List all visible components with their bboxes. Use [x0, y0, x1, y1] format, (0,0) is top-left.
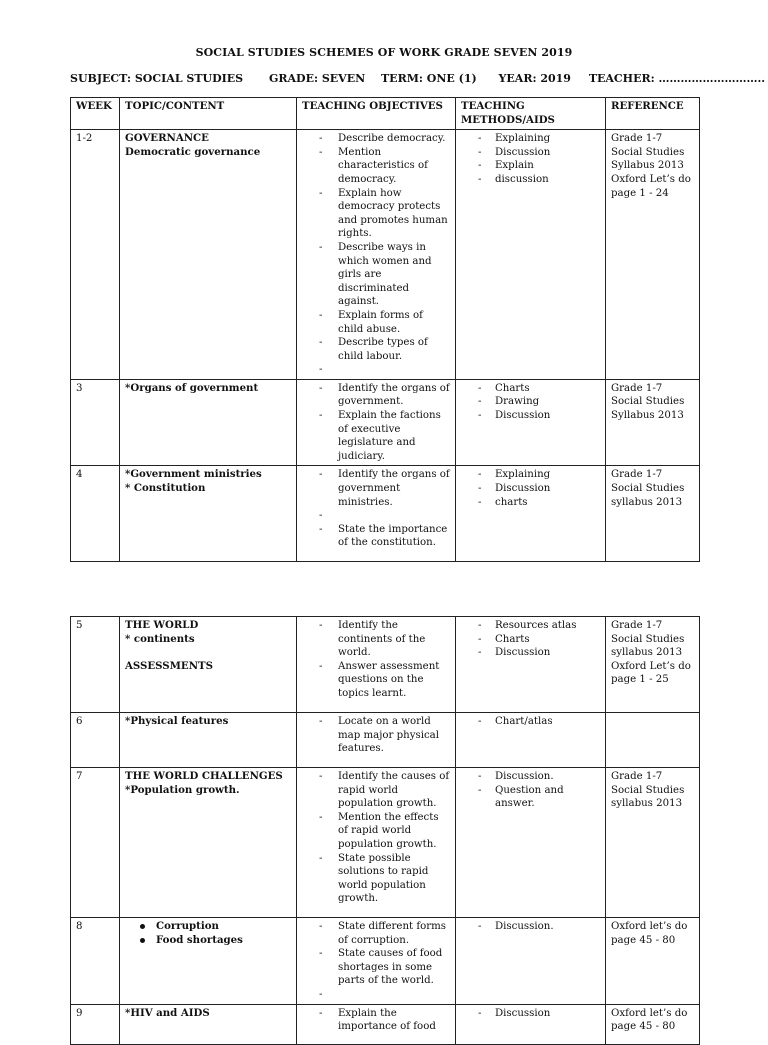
- objective-item: - Explain forms of child abuse.: [338, 309, 451, 336]
- objective-item: - State different forms of corruption.: [338, 920, 451, 947]
- topic-line: *HIV and AIDS: [125, 1006, 210, 1019]
- topic-line: THE WORLD: [125, 619, 199, 631]
- reference-cell: Grade 1-7 Social Studies syllabus 2013 Oxford Let’s do page 1 - 25: [606, 617, 700, 713]
- methods-cell: [456, 617, 606, 713]
- objective-item: - Identify the causes of rapid world population growth.: [338, 770, 451, 811]
- objective-item: - State possible solutions to rapid world population growth.: [338, 852, 451, 906]
- reference-cell: Grade 1-7 Social Studies Syllabus 2013: [606, 379, 700, 466]
- table-row: [71, 1004, 700, 1044]
- objective-item: - Identify the organs of government ministries.: [338, 468, 451, 509]
- objective-item: - Answer assessment questions on the topics learnt.: [338, 660, 451, 701]
- week-cell: 6: [71, 713, 120, 768]
- topic-cell: [120, 918, 297, 1005]
- header-topic: TOPIC/CONTENT: [120, 98, 297, 130]
- method-item: - Charts: [495, 382, 601, 396]
- week-cell: 3: [71, 379, 120, 466]
- topic-line: GOVERNANCE: [125, 132, 209, 145]
- objective-item: - Identify the continents of the world.: [338, 619, 451, 660]
- year-label: YEAR: 2019: [498, 72, 571, 85]
- methods-cell: [456, 768, 606, 918]
- objective-empty-item: [338, 363, 451, 377]
- grade-label: GRADE: SEVEN: [268, 72, 366, 85]
- reference-cell: Grade 1-7 Social Studies Syllabus 2013 Oxford Let’s do page 1 - 24: [606, 130, 700, 380]
- week-cell: 1-2: [71, 130, 120, 380]
- method-item: - Drawing: [495, 395, 601, 409]
- method-item: - Discussion.: [495, 920, 601, 934]
- objectives-cell: [297, 617, 456, 713]
- objective-item: - Explain the importance of food: [338, 1007, 451, 1034]
- topic-line: ASSESSMENTS: [125, 659, 213, 672]
- objective-item: - Describe democracy.: [338, 132, 451, 146]
- scheme-table-page-1: [70, 97, 700, 562]
- reference-cell: Oxford let’s do page 45 - 80: [606, 1004, 700, 1044]
- method-item: - Chart/atlas: [495, 715, 601, 729]
- week-cell: 5: [71, 617, 120, 713]
- topic-line: *Organs of government: [125, 381, 259, 394]
- objectives-cell: [297, 466, 456, 562]
- document-meta: [70, 72, 768, 85]
- topic-cell: [120, 466, 297, 562]
- methods-cell: [456, 1004, 606, 1044]
- table-header-row: [71, 98, 700, 130]
- method-item: - Discussion: [495, 146, 601, 160]
- topic-line: THE WORLD CHALLENGES: [125, 770, 283, 782]
- reference-cell: Grade 1-7 Social Studies syllabus 2013: [606, 768, 700, 918]
- table-row: [71, 713, 700, 768]
- objective-item: - Describe types of child labour.: [338, 336, 451, 363]
- topic-cell: [120, 379, 297, 466]
- objective-item: - State the importance of the constitution.: [338, 523, 451, 550]
- topic-line: *Government ministries: [125, 468, 262, 481]
- objective-item: - State causes of food shortages in some parts of the world.: [338, 947, 451, 988]
- method-item: - Charts: [495, 633, 601, 647]
- method-item: - Discussion: [495, 409, 601, 423]
- topic-line: * continents: [125, 632, 195, 645]
- table-row: [71, 466, 700, 562]
- objectives-cell: [297, 918, 456, 1005]
- objective-item: - Locate on a world map major physical features.: [338, 715, 451, 756]
- topic-bullet-item: Corruption: [156, 920, 292, 934]
- header-week: WEEK: [71, 98, 120, 130]
- method-item: - charts: [495, 496, 601, 510]
- method-item: - Explaining: [495, 468, 601, 482]
- topic-cell: [120, 1004, 297, 1044]
- table-row: [71, 918, 700, 1005]
- topic-line: *Population growth.: [125, 783, 240, 796]
- method-item: - Explain: [495, 159, 601, 173]
- objectives-cell: [297, 1004, 456, 1044]
- method-item: - discussion: [495, 173, 601, 187]
- objective-item: - Explain the factions of executive legislature and judiciary.: [338, 409, 451, 463]
- method-item: - Resources atlas: [495, 619, 601, 633]
- topic-cell: [120, 713, 297, 768]
- objectives-cell: [297, 768, 456, 918]
- method-item: - Discussion.: [495, 770, 601, 784]
- topic-line: * Constitution: [125, 482, 206, 495]
- week-cell: 9: [71, 1004, 120, 1044]
- methods-cell: [456, 379, 606, 466]
- method-item: - Discussion: [495, 1007, 601, 1021]
- methods-cell: [456, 466, 606, 562]
- objective-item: - Identify the organs of government.: [338, 382, 451, 409]
- topic-cell: [120, 130, 297, 380]
- objectives-cell: [297, 379, 456, 466]
- header-methods-line2: METHODS/AIDS: [461, 113, 555, 126]
- methods-cell: [456, 130, 606, 380]
- objective-item: - Mention characteristics of democracy.: [338, 146, 451, 187]
- week-cell: 4: [71, 466, 120, 562]
- week-cell: 7: [71, 768, 120, 918]
- method-item: - Explaining: [495, 132, 601, 146]
- method-item: - Question and answer.: [495, 784, 601, 811]
- objective-item: - Describe ways in which women and girls are discriminated against.: [338, 241, 451, 309]
- methods-cell: [456, 713, 606, 768]
- topic-gap: [125, 646, 292, 660]
- topic-cell: [120, 617, 297, 713]
- objective-empty-item: [338, 988, 451, 1002]
- header-methods: [456, 98, 606, 130]
- table-row: [71, 379, 700, 466]
- table-row: [71, 130, 700, 380]
- objectives-cell: [297, 713, 456, 768]
- document-title: SOCIAL STUDIES SCHEMES OF WORK GRADE SEVEN 2019: [195, 46, 573, 59]
- table-row: [71, 617, 700, 713]
- teacher-label: TEACHER: ………………………..: [588, 72, 766, 85]
- reference-cell: [606, 713, 700, 768]
- subject-label: SUBJECT: SOCIAL STUDIES: [70, 72, 244, 85]
- reference-cell: Oxford let’s do page 45 - 80: [606, 918, 700, 1005]
- topic-bullet-item: Food shortages: [156, 934, 292, 948]
- week-cell: 8: [71, 918, 120, 1005]
- header-methods-line1: TEACHING: [461, 100, 525, 112]
- table-row: [71, 768, 700, 918]
- objective-spacer: [338, 509, 451, 523]
- header-objectives: TEACHING OBJECTIVES: [297, 98, 456, 130]
- topic-line: *Physical features: [125, 715, 229, 727]
- reference-cell: Grade 1-7 Social Studies syllabus 2013: [606, 466, 700, 562]
- scheme-table-page-2: [70, 616, 700, 1045]
- objective-item: - Mention the effects of rapid world population growth.: [338, 811, 451, 852]
- term-label: TERM: ONE (1): [381, 72, 477, 85]
- topic-line: Democratic governance: [125, 145, 261, 158]
- objective-item: - Explain how democracy protects and promotes human rights.: [338, 187, 451, 241]
- method-item: - Discussion: [495, 646, 601, 660]
- header-reference: REFERENCE: [606, 98, 700, 130]
- objectives-cell: [297, 130, 456, 380]
- topic-cell: [120, 768, 297, 918]
- method-item: - Discussion: [495, 482, 601, 496]
- methods-cell: [456, 918, 606, 1005]
